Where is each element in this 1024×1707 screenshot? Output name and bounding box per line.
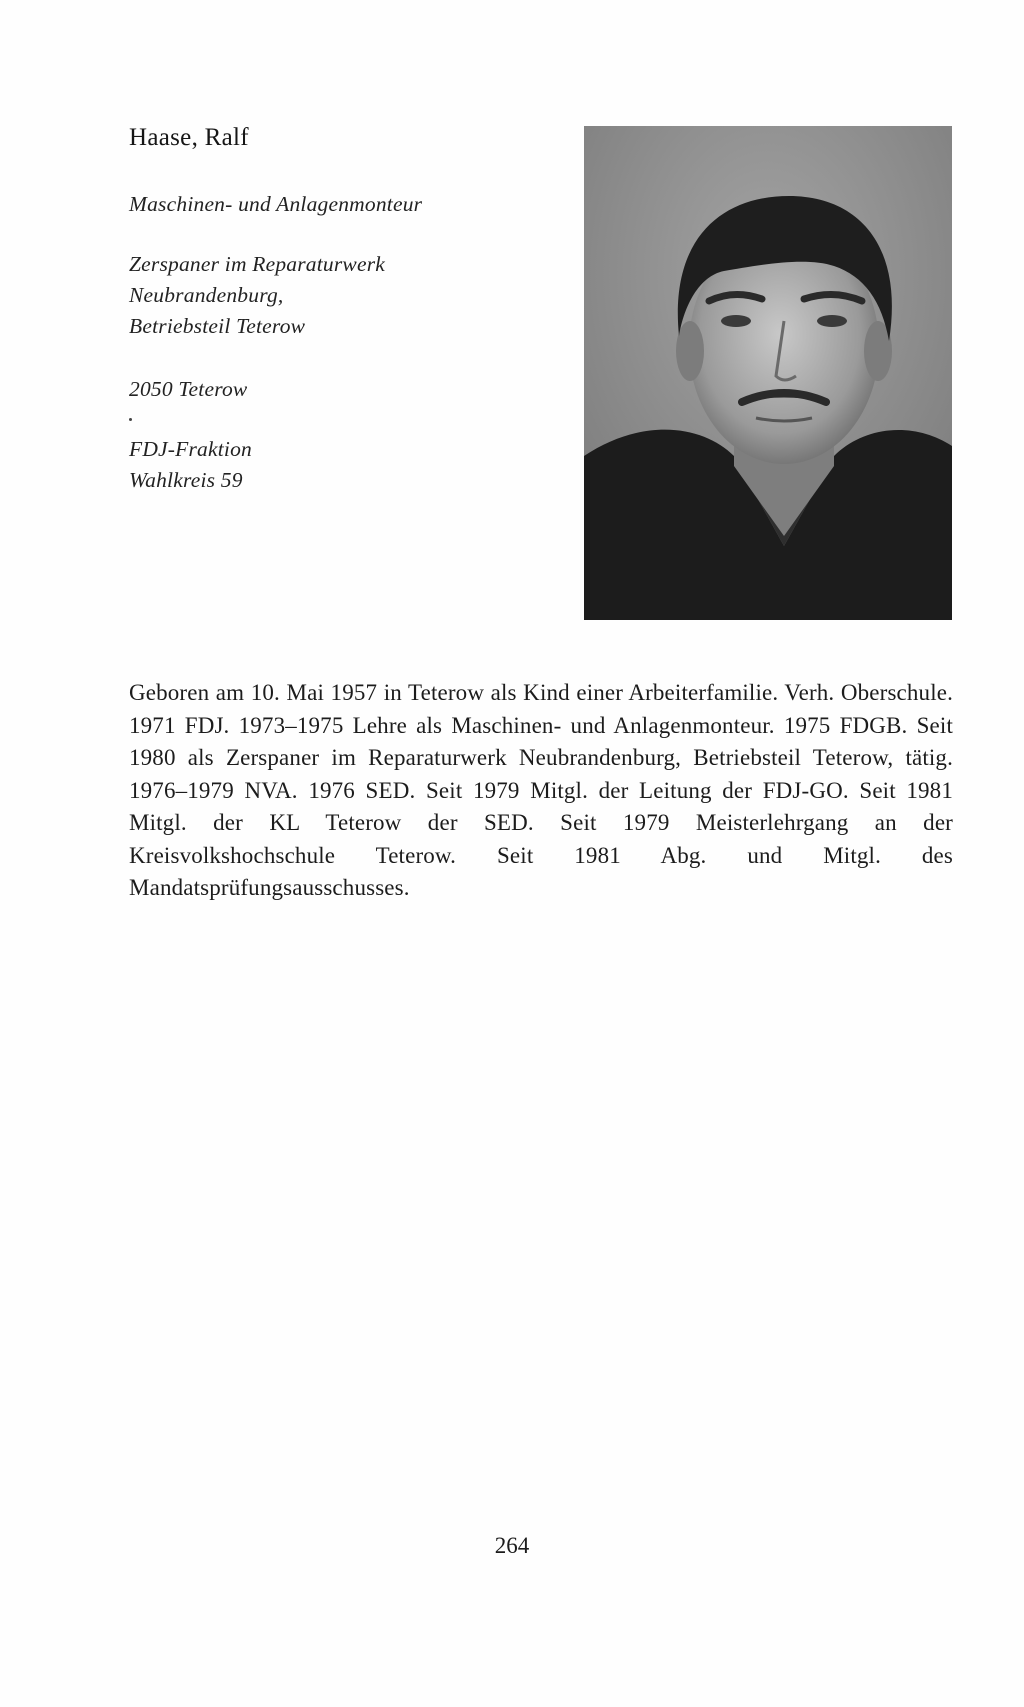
portrait-photo	[584, 126, 952, 620]
person-name: Haase, Ralf	[129, 124, 249, 151]
workplace	[129, 249, 385, 342]
faction: FDJ-Fraktion	[129, 437, 253, 461]
page-number: 264	[494, 1533, 530, 1558]
faction-block	[129, 434, 252, 496]
portrait-photo-icon	[584, 126, 952, 620]
constituency: Wahlkreis 59	[129, 468, 243, 492]
city: 2050 Teterow	[129, 377, 248, 401]
biography-text: Geboren am 10. Mai 1957 in Teterow als Kind einer Arbeiterfamilie. Verh. Oberschule. 1971 FDJ. 1973–1975 Lehre als Maschinen- und Anlagenmonteur. 1975 FDGB. Seit 1980 als Zerspaner im Reparaturwerk Neubrandenburg, Betriebsteil Teterow, tätig. 1976–1979 NVA. 1976 SED. Seit 1979 Mitgl. der Leitung der FDJ-GO. Seit 1981 Mitgl. der KL Teterow der SED. Seit 1979 Meisterlehrgang an der Kreisvolkshochschule Teterow. Seit 1981 Abg. und Mitgl. des Mandatsprüfungsausschusses.	[129, 680, 953, 900]
print-speck	[129, 418, 132, 421]
profession: Maschinen- und Anlagenmonteur	[129, 192, 423, 216]
workplace-line: Betriebsteil Teterow	[129, 314, 306, 338]
workplace-line: Neubrandenburg,	[129, 283, 284, 307]
workplace-line: Zerspaner im Reparaturwerk	[129, 252, 386, 276]
